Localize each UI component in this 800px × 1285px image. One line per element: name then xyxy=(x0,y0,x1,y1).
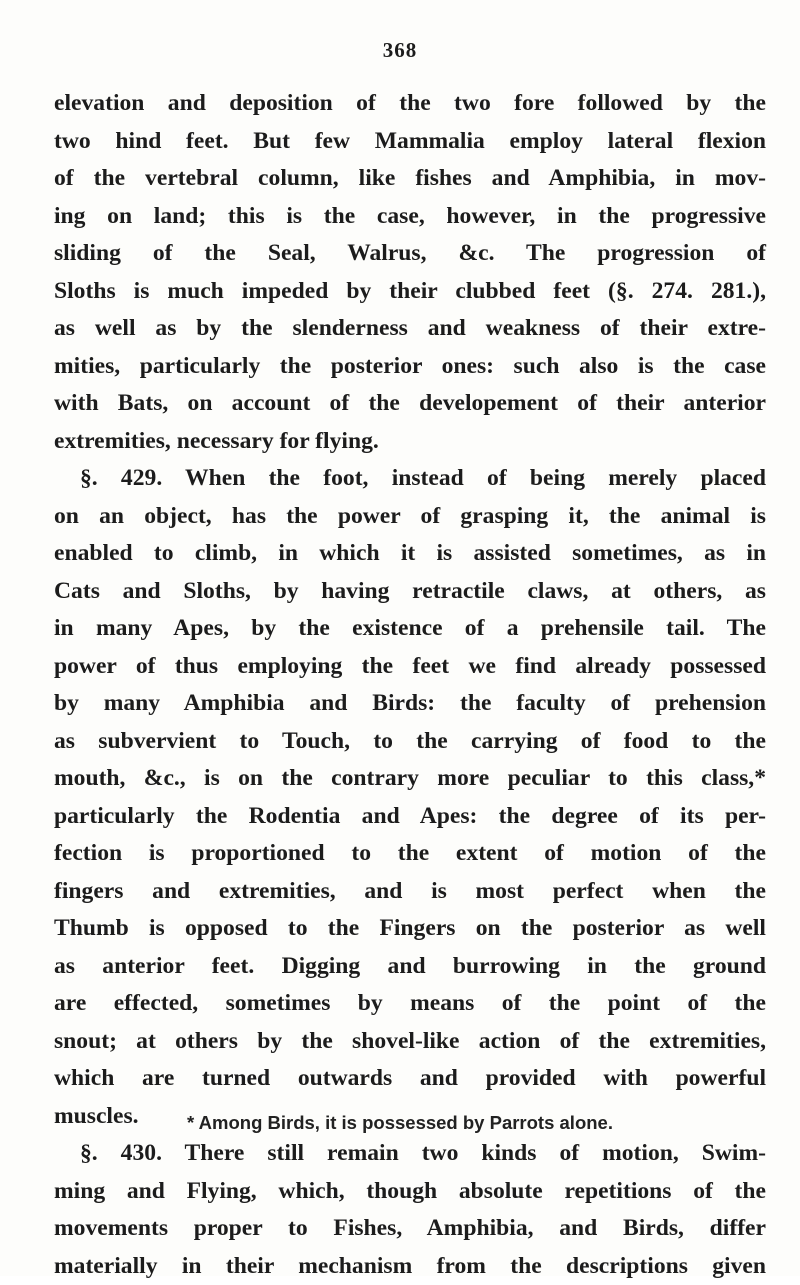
text-line: two hind feet. But few Mammalia employ lateral flexion xyxy=(54,123,766,161)
text-line: Sloths is much impeded by their clubbed feet (§. 274. 281.), xyxy=(54,273,766,311)
text-line: in many Apes, by the existence of a prehensile tail. The xyxy=(54,610,766,648)
text-line: snout; at others by the shovel-like action of the extremities, xyxy=(54,1023,766,1061)
text-line: elevation and deposition of the two fore followed by the xyxy=(54,85,766,123)
text-line: enabled to climb, in which it is assisted sometimes, as in xyxy=(54,535,766,573)
text-line: power of thus employing the feet we find already possessed xyxy=(54,648,766,686)
text-line: of the vertebral column, like fishes and Amphibia, in mov- xyxy=(54,160,766,198)
text-line: fingers and extremities, and is most perfect when the xyxy=(54,873,766,911)
text-line: mouth, &c., is on the contrary more peculiar to this class,* xyxy=(54,760,766,798)
text-line: as well as by the slenderness and weakness of their extre- xyxy=(54,310,766,348)
text-line: Thumb is opposed to the Fingers on the posterior as well xyxy=(54,910,766,948)
text-line: ming and Flying, which, though absolute repetitions of the xyxy=(54,1173,766,1211)
text-line: Cats and Sloths, by having retractile claws, at others, as xyxy=(54,573,766,611)
text-line: extremities, necessary for flying. xyxy=(54,423,766,461)
body-text xyxy=(54,85,766,1285)
text-line: are effected, sometimes by means of the point of the xyxy=(54,985,766,1023)
text-line: materially in their mechanism from the descriptions given xyxy=(54,1248,766,1285)
section-heading-line: §. 429. When the foot, instead of being merely placed xyxy=(54,460,766,498)
text-line: by many Amphibia and Birds: the faculty of prehension xyxy=(54,685,766,723)
text-line: ing on land; this is the case, however, in the progressive xyxy=(54,198,766,236)
text-line: which are turned outwards and provided with powerful xyxy=(54,1060,766,1098)
text-line: particularly the Rodentia and Apes: the degree of its per- xyxy=(54,798,766,836)
footnote: * Among Birds, it is possessed by Parrots alone. xyxy=(0,1112,800,1134)
section-heading-line: §. 430. There still remain two kinds of motion, Swim- xyxy=(54,1135,766,1173)
text-line: fection is proportioned to the extent of motion of the xyxy=(54,835,766,873)
text-line: as subvervient to Touch, to the carrying of food to the xyxy=(54,723,766,761)
text-line: movements proper to Fishes, Amphibia, and Birds, differ xyxy=(54,1210,766,1248)
text-line: on an object, has the power of grasping it, the animal is xyxy=(54,498,766,536)
text-line: muscles. xyxy=(54,1098,766,1136)
text-line: as anterior feet. Digging and burrowing in the ground xyxy=(54,948,766,986)
text-line: sliding of the Seal, Walrus, &c. The progression of xyxy=(54,235,766,273)
page-number: 368 xyxy=(0,38,800,63)
text-line: mities, particularly the posterior ones: such also is the case xyxy=(54,348,766,386)
text-line: with Bats, on account of the developement of their anterior xyxy=(54,385,766,423)
